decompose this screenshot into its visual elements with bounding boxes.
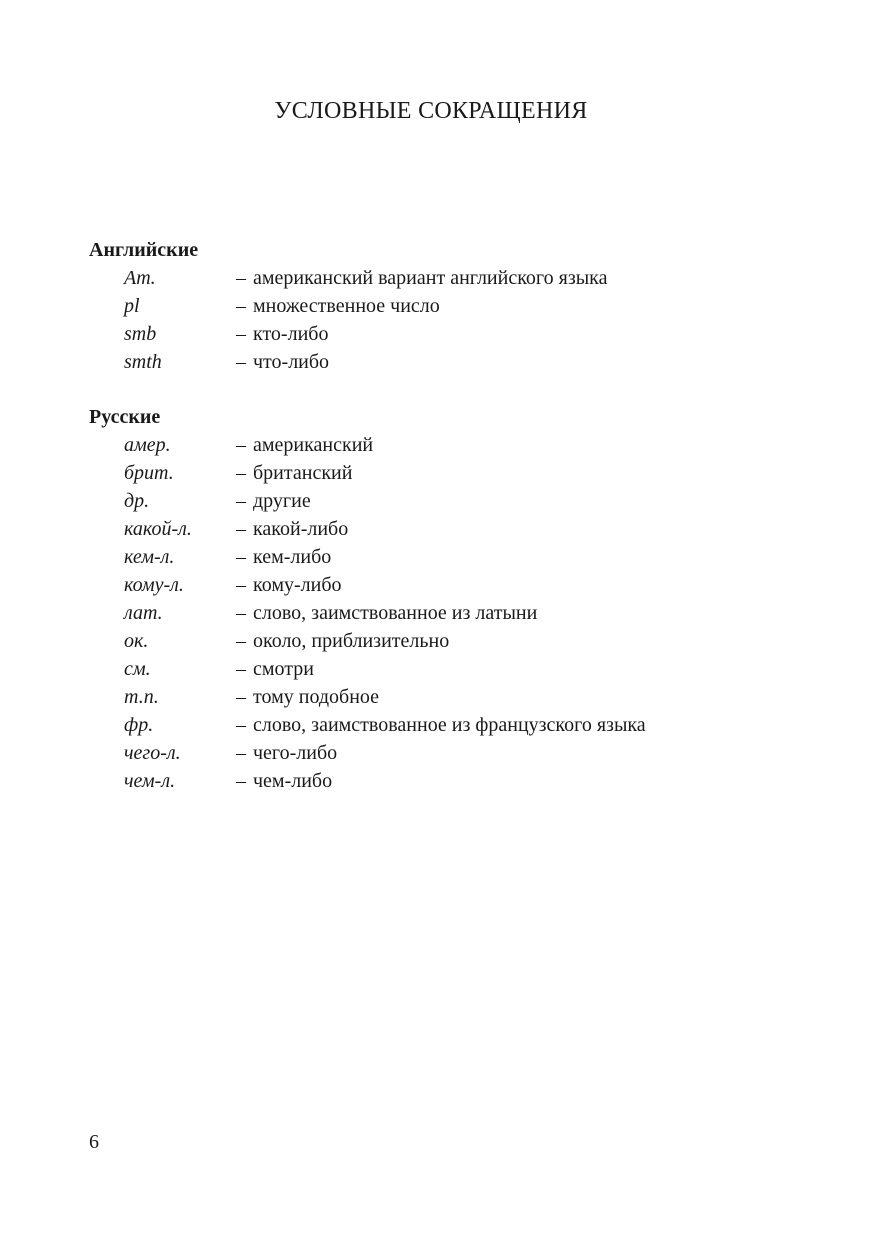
- dash: –: [236, 295, 246, 317]
- dash: –: [236, 658, 246, 680]
- abbreviation: др.: [124, 490, 150, 512]
- dash: –: [236, 574, 246, 596]
- abbreviation-entry: [89, 739, 809, 767]
- abbreviation: брит.: [124, 462, 174, 484]
- abbreviation: кому-л.: [124, 574, 184, 596]
- abbreviation: ок.: [124, 630, 149, 652]
- abbreviation: pl: [124, 295, 140, 317]
- abbreviation: какой-л.: [124, 518, 192, 540]
- abbreviation-entry: [89, 515, 809, 543]
- meaning: какой-либо: [253, 518, 349, 540]
- abbreviation-entry: [89, 627, 809, 655]
- dash: –: [236, 630, 246, 652]
- abbreviation-entry: [89, 292, 809, 320]
- abbreviation-entry: [89, 571, 809, 599]
- dash: –: [236, 770, 246, 792]
- section-heading: Русские: [89, 406, 161, 428]
- abbreviation-entry: [89, 487, 809, 515]
- meaning: чего-либо: [253, 742, 338, 764]
- abbreviation: чем-л.: [124, 770, 176, 792]
- abbreviation-entry: [89, 264, 809, 292]
- meaning: смотри: [253, 658, 314, 680]
- abbreviation: т.п.: [124, 686, 159, 708]
- dash: –: [236, 462, 246, 484]
- abbreviation-entry: [89, 711, 809, 739]
- abbreviation-entry: [89, 683, 809, 711]
- abbreviation: фр.: [124, 714, 154, 736]
- page-title: УСЛОВНЫЕ СОКРАЩЕНИЯ: [274, 98, 588, 124]
- abbreviation-entry: [89, 320, 809, 348]
- dash: –: [236, 742, 246, 764]
- dash: –: [236, 546, 246, 568]
- abbreviation-entry: [89, 543, 809, 571]
- dash: –: [236, 490, 246, 512]
- meaning: американский: [253, 434, 374, 456]
- page-number: 6: [89, 1131, 99, 1153]
- abbreviation-entry: [89, 655, 809, 683]
- dash: –: [236, 267, 246, 289]
- dash: –: [236, 714, 246, 736]
- abbreviation-entry: [89, 599, 809, 627]
- meaning: кто-либо: [253, 323, 329, 345]
- meaning: другие: [253, 490, 311, 512]
- abbreviation-entry: [89, 348, 809, 376]
- abbreviation: smb: [124, 323, 157, 345]
- abbreviation: Am.: [124, 267, 156, 289]
- dash: –: [236, 686, 246, 708]
- section-heading: Английские: [89, 239, 199, 261]
- abbreviation: smth: [124, 351, 162, 373]
- abbreviation-entry: [89, 459, 809, 487]
- meaning: чем-либо: [253, 770, 333, 792]
- dash: –: [236, 518, 246, 540]
- section-english: [89, 236, 809, 376]
- abbreviation: лат.: [124, 602, 163, 624]
- meaning: что-либо: [253, 351, 330, 373]
- section-russian: [89, 403, 809, 795]
- meaning: американский вариант английского языка: [253, 267, 608, 289]
- abbreviation-entry: [89, 767, 809, 795]
- meaning: кем-либо: [253, 546, 332, 568]
- meaning: кому-либо: [253, 574, 342, 596]
- meaning: слово, заимствованное из французского языка: [253, 714, 646, 736]
- abbreviation-entry: [89, 431, 809, 459]
- dash: –: [236, 351, 246, 373]
- meaning: британский: [253, 462, 353, 484]
- meaning: слово, заимствованное из латыни: [253, 602, 538, 624]
- abbreviation: кем-л.: [124, 546, 175, 568]
- dash: –: [236, 602, 246, 624]
- abbreviation: чего-л.: [124, 742, 181, 764]
- dash: –: [236, 323, 246, 345]
- meaning: тому подобное: [253, 686, 380, 708]
- abbreviation: амер.: [124, 434, 171, 456]
- dash: –: [236, 434, 246, 456]
- meaning: множественное число: [253, 295, 440, 317]
- meaning: около, приблизительно: [253, 630, 450, 652]
- abbreviation: см.: [124, 658, 151, 680]
